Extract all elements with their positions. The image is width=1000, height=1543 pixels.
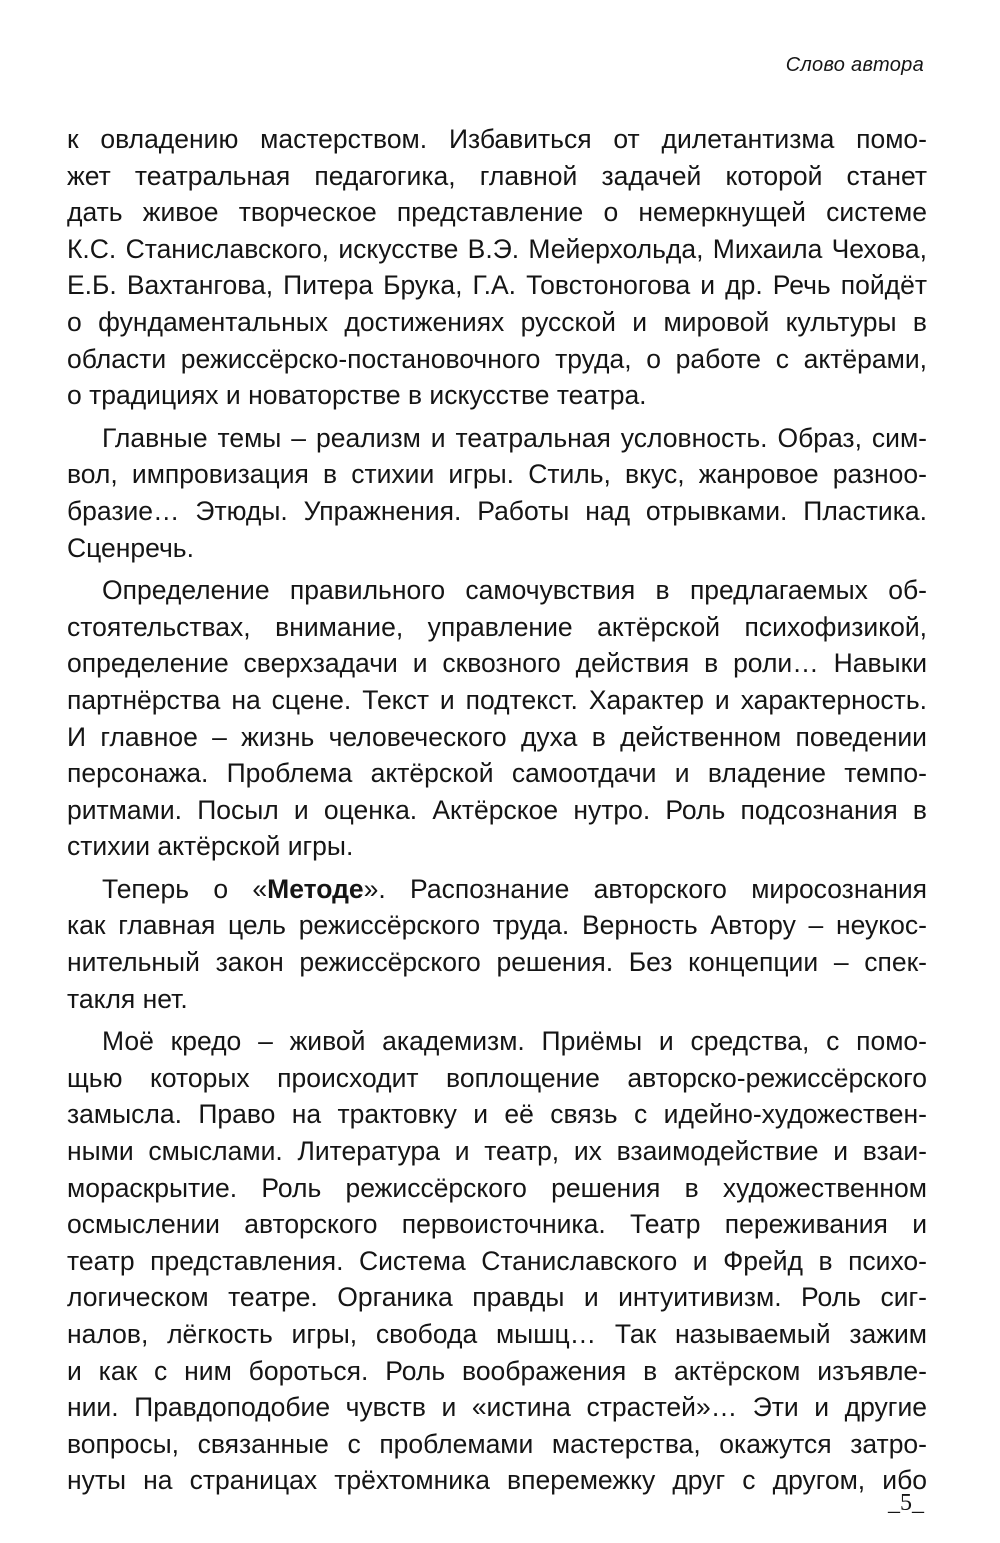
page-number: _5_: [888, 1490, 924, 1516]
text-line: жет театральная педагогика, главной задачей которой станет: [67, 160, 927, 191]
paragraph: [67, 1023, 927, 1499]
paragraph: [67, 121, 927, 414]
text-line: Сценречь.: [67, 532, 194, 563]
paragraph: [67, 420, 927, 566]
text-line: нуты на страницах трёхтомника вперемежку друг с другом, ибо: [67, 1465, 927, 1496]
text-line: области режиссёрско-постановочного труда, о работе с актёрами,: [67, 343, 927, 374]
text-line: щью которых происходит воплощение авторско-режиссёрского: [67, 1062, 927, 1093]
text-line: бразие… Этюды. Упражнения. Работы над отрывками. Пластика.: [67, 495, 927, 526]
text-line: Моё кредо – живой академизм. Приёмы и средства, с помо-: [102, 1026, 927, 1057]
text-line: ритмами. Посыл и оценка. Актёрское нутро. Роль подсознания в: [67, 794, 927, 825]
text-line: и как с ним бороться. Роль воображения в актёрском изъявле-: [67, 1355, 927, 1386]
text-line: нии. Правдоподобие чувств и «истина страстей»… Эти и другие: [67, 1392, 927, 1423]
text-line: налов, лёгкость игры, свобода мышц… Так называемый зажим: [67, 1319, 927, 1349]
text-line: к овладению мастерством. Избавиться от дилетантизма помо-: [67, 124, 927, 154]
text-line: ными смыслами. Литература и театр, их взаимодействие и взаи-: [67, 1136, 927, 1167]
body-text: [67, 121, 927, 1499]
text-line: мораскрытие. Роль режиссёрского решения в художественном: [67, 1172, 927, 1203]
paragraph: [67, 871, 927, 1017]
text-line: осмыслении авторского первоисточника. Театр переживания и: [67, 1209, 927, 1240]
text-line: о фундаментальных достижениях русской и мировой культуры в: [67, 306, 927, 337]
text-line: как главная цель режиссёрского труда. Верность Автору – неукос-: [67, 910, 927, 941]
text-line: Е.Б. Вахтангова, Питера Брука, Г.А. Товстоногова и др. Речь пойдёт: [67, 270, 927, 301]
text-fragment: ». Распознание авторского миросознания: [363, 873, 927, 904]
running-head: Слово автора: [785, 54, 924, 76]
text-line: партнёрства на сцене. Текст и подтекст. Характер и характерность.: [67, 684, 927, 715]
text-line: персонажа. Проблема актёрской самоотдачи и владение темпо-: [67, 758, 927, 789]
text-line: вопросы, связанные с проблемами мастерства, окажутся затро-: [67, 1428, 927, 1459]
text-line: вол, импровизация в стихии игры. Стиль, вкус, жанровое разноо-: [67, 459, 927, 490]
text-fragment: Теперь о «: [102, 873, 268, 904]
text-line: К.С. Станиславского, искусстве В.Э. Мейерхольда, Михаила Чехова,: [67, 233, 927, 264]
text-line: логическом театре. Органика правды и интуитивизм. Роль сиг-: [67, 1282, 927, 1313]
text-line: Определение правильного самочувствия в предлагаемых об-: [102, 575, 927, 606]
text-line: дать живое творческое представление о немеркнущей системе: [67, 197, 927, 228]
paragraph: [67, 572, 927, 865]
text-line: театр представления. Система Станиславского и Фрейд в психо-: [67, 1245, 927, 1276]
text-line: стихии актёрской игры.: [67, 831, 354, 862]
text-line: такля нет.: [67, 983, 188, 1014]
text-line: [67, 871, 927, 908]
text-line: И главное – жизнь человеческого духа в действенном поведении: [67, 721, 927, 752]
text-line: определение сверхзадачи и сквозного действия в роли… Навыки: [67, 648, 927, 679]
text-line: замысла. Право на трактовку и её связь с идейно-художествен-: [67, 1099, 927, 1130]
text-line: нительный закон режиссёрского решения. Без концепции – спек-: [67, 947, 927, 978]
text-line: Главные темы – реализм и театральная условность. Образ, сим-: [102, 422, 927, 453]
text-line: о традициях и новаторстве в искусстве театра.: [67, 380, 647, 411]
bold-term: Методе: [267, 873, 364, 904]
text-line: стоятельствах, внимание, управление актёрской психофизикой,: [67, 611, 927, 642]
